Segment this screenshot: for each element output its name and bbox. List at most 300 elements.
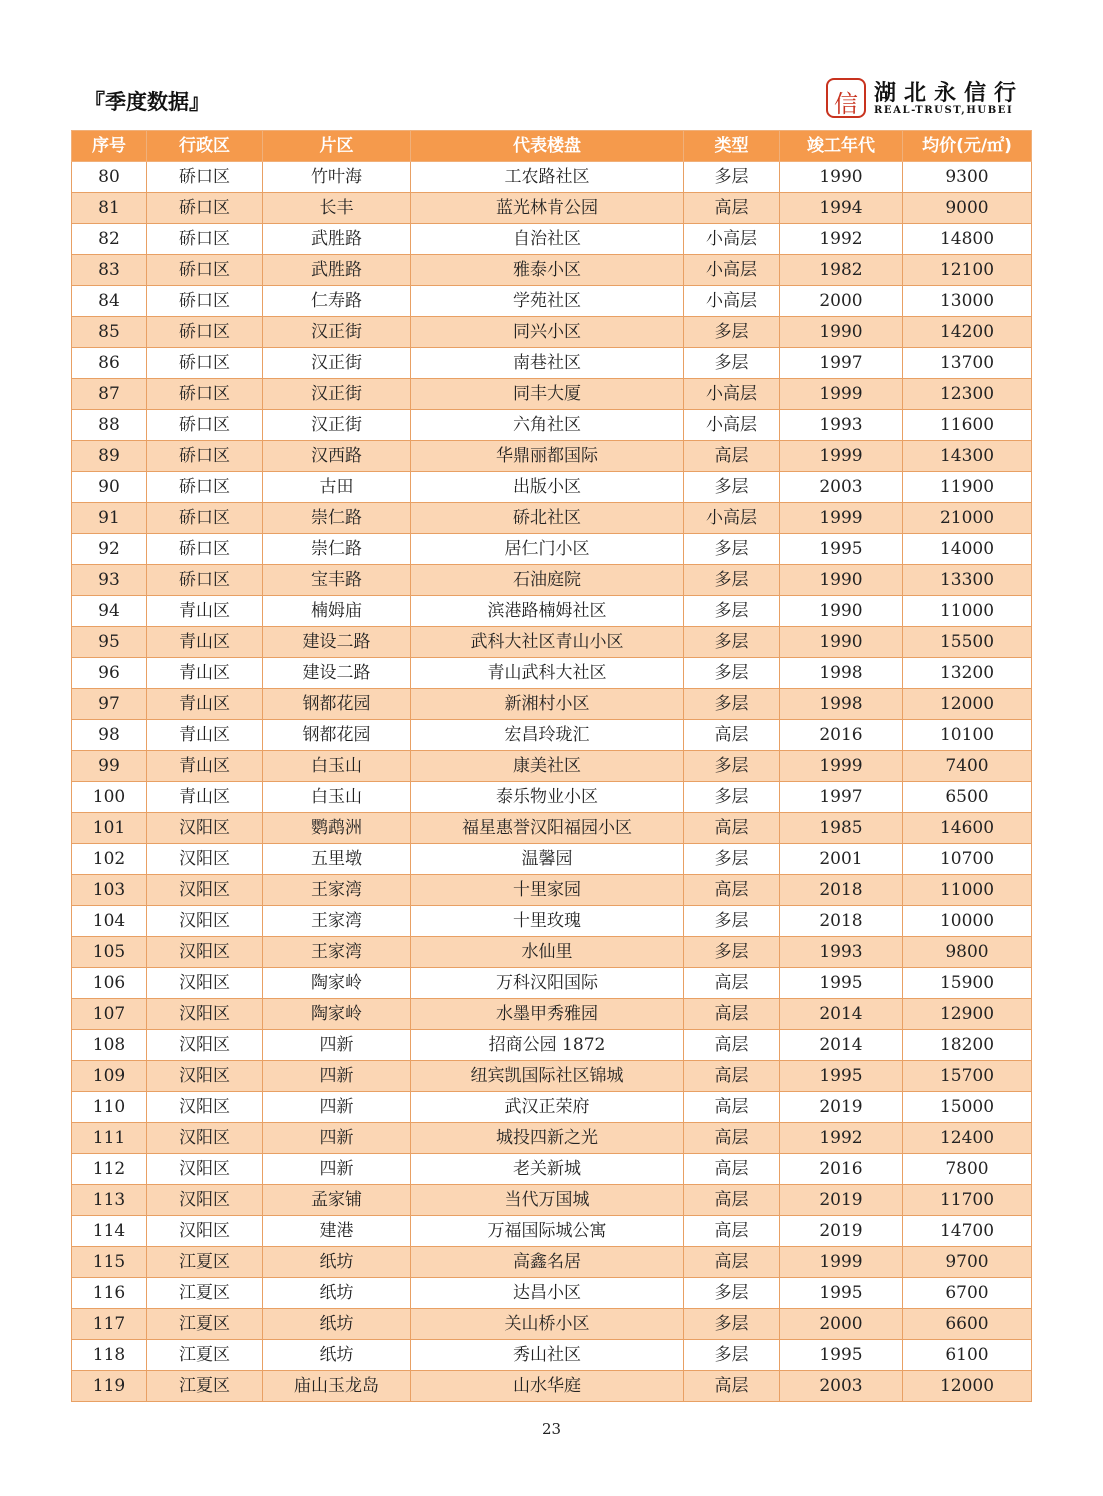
cell-district: 汉阳区 <box>147 1216 263 1247</box>
cell-year: 1990 <box>780 317 903 348</box>
cell-area: 建设二路 <box>263 658 411 689</box>
cell-price: 10100 <box>903 720 1032 751</box>
cell-year: 1999 <box>780 751 903 782</box>
table-row <box>72 658 1032 689</box>
cell-type: 高层 <box>684 1371 780 1402</box>
table-row <box>72 565 1032 596</box>
cell-seq: 94 <box>72 596 147 627</box>
cell-area: 汉正街 <box>263 348 411 379</box>
cell-seq: 103 <box>72 875 147 906</box>
cell-seq: 105 <box>72 937 147 968</box>
cell-year: 1995 <box>780 1340 903 1371</box>
cell-area: 竹叶海 <box>263 162 411 193</box>
table-row <box>72 999 1032 1030</box>
cell-year: 1999 <box>780 379 903 410</box>
project-header: 代表楼盘 <box>411 131 684 162</box>
cell-price: 6600 <box>903 1309 1032 1340</box>
cell-year: 2000 <box>780 286 903 317</box>
table-row <box>72 224 1032 255</box>
cell-district: 青山区 <box>147 658 263 689</box>
table-row <box>72 1030 1032 1061</box>
page-number: 23 <box>541 1420 562 1438</box>
cell-project: 同兴小区 <box>411 317 684 348</box>
cell-seq: 96 <box>72 658 147 689</box>
header-row <box>72 131 1032 162</box>
cell-year: 1994 <box>780 193 903 224</box>
cell-year: 1982 <box>780 255 903 286</box>
cell-year: 2003 <box>780 1371 903 1402</box>
cell-project: 纽宾凯国际社区锦城 <box>411 1061 684 1092</box>
cell-project: 工农路社区 <box>411 162 684 193</box>
table-row <box>72 410 1032 441</box>
cell-district: 硚口区 <box>147 162 263 193</box>
table-row <box>72 937 1032 968</box>
cell-year: 1992 <box>780 224 903 255</box>
cell-price: 9000 <box>903 193 1032 224</box>
cell-year: 1990 <box>780 627 903 658</box>
cell-price: 7800 <box>903 1154 1032 1185</box>
cell-district: 江夏区 <box>147 1309 263 1340</box>
cell-price: 14200 <box>903 317 1032 348</box>
cell-price: 12100 <box>903 255 1032 286</box>
cell-area: 仁寿路 <box>263 286 411 317</box>
cell-area: 崇仁路 <box>263 534 411 565</box>
cell-area: 建港 <box>263 1216 411 1247</box>
cell-project: 温馨园 <box>411 844 684 875</box>
cell-seq: 83 <box>72 255 147 286</box>
cell-seq: 101 <box>72 813 147 844</box>
cell-project: 雅泰小区 <box>411 255 684 286</box>
cell-seq: 116 <box>72 1278 147 1309</box>
table-row <box>72 844 1032 875</box>
cell-seq: 85 <box>72 317 147 348</box>
cell-project: 福星惠誉汉阳福园小区 <box>411 813 684 844</box>
table-row <box>72 503 1032 534</box>
cell-type: 多层 <box>684 565 780 596</box>
cell-year: 2016 <box>780 1154 903 1185</box>
cell-district: 汉阳区 <box>147 1154 263 1185</box>
cell-type: 多层 <box>684 317 780 348</box>
cell-price: 12400 <box>903 1123 1032 1154</box>
table-row <box>72 596 1032 627</box>
cell-type: 高层 <box>684 1154 780 1185</box>
cell-district: 硚口区 <box>147 379 263 410</box>
cell-price: 9300 <box>903 162 1032 193</box>
cell-seq: 87 <box>72 379 147 410</box>
cell-project: 城投四新之光 <box>411 1123 684 1154</box>
table-row <box>72 1247 1032 1278</box>
table-row <box>72 968 1032 999</box>
cell-type: 高层 <box>684 1061 780 1092</box>
table-row <box>72 379 1032 410</box>
cell-district: 硚口区 <box>147 441 263 472</box>
table-body <box>72 162 1032 1402</box>
cell-year: 2019 <box>780 1216 903 1247</box>
table-row <box>72 317 1032 348</box>
cell-area: 古田 <box>263 472 411 503</box>
cell-type: 多层 <box>684 906 780 937</box>
cell-project: 水墨甲秀雅园 <box>411 999 684 1030</box>
cell-project: 自治社区 <box>411 224 684 255</box>
cell-project: 关山桥小区 <box>411 1309 684 1340</box>
cell-district: 硚口区 <box>147 565 263 596</box>
cell-district: 青山区 <box>147 689 263 720</box>
cell-year: 1997 <box>780 348 903 379</box>
table-row <box>72 782 1032 813</box>
cell-area: 孟家铺 <box>263 1185 411 1216</box>
cell-type: 高层 <box>684 1092 780 1123</box>
cell-area: 纸坊 <box>263 1247 411 1278</box>
company-logo <box>826 76 1031 120</box>
cell-price: 15900 <box>903 968 1032 999</box>
cell-year: 1990 <box>780 162 903 193</box>
cell-seq: 118 <box>72 1340 147 1371</box>
cell-type: 多层 <box>684 1340 780 1371</box>
cell-project: 秀山社区 <box>411 1340 684 1371</box>
cell-type: 高层 <box>684 1216 780 1247</box>
cell-area: 汉西路 <box>263 441 411 472</box>
cell-price: 14700 <box>903 1216 1032 1247</box>
cell-year: 1993 <box>780 937 903 968</box>
cell-price: 14300 <box>903 441 1032 472</box>
cell-year: 1995 <box>780 968 903 999</box>
cell-district: 汉阳区 <box>147 968 263 999</box>
table-row <box>72 286 1032 317</box>
cell-price: 15500 <box>903 627 1032 658</box>
district-header: 行政区 <box>147 131 263 162</box>
table-row <box>72 875 1032 906</box>
cell-area: 汉正街 <box>263 317 411 348</box>
cell-area: 汉正街 <box>263 410 411 441</box>
cell-year: 2019 <box>780 1185 903 1216</box>
cell-district: 硚口区 <box>147 410 263 441</box>
cell-area: 庙山玉龙岛 <box>263 1371 411 1402</box>
cell-project: 六角社区 <box>411 410 684 441</box>
logo-seal-icon <box>826 78 866 118</box>
cell-seq: 82 <box>72 224 147 255</box>
cell-price: 13000 <box>903 286 1032 317</box>
table-row <box>72 1123 1032 1154</box>
cell-project: 老关新城 <box>411 1154 684 1185</box>
cell-district: 硚口区 <box>147 286 263 317</box>
cell-district: 汉阳区 <box>147 1061 263 1092</box>
table-row <box>72 1340 1032 1371</box>
table-row <box>72 720 1032 751</box>
cell-seq: 117 <box>72 1309 147 1340</box>
cell-year: 2000 <box>780 1309 903 1340</box>
cell-area: 白玉山 <box>263 751 411 782</box>
table-row <box>72 689 1032 720</box>
cell-area: 武胜路 <box>263 255 411 286</box>
cell-project: 南巷社区 <box>411 348 684 379</box>
cell-price: 13700 <box>903 348 1032 379</box>
cell-seq: 90 <box>72 472 147 503</box>
cell-price: 14800 <box>903 224 1032 255</box>
cell-seq: 111 <box>72 1123 147 1154</box>
cell-project: 学苑社区 <box>411 286 684 317</box>
cell-type: 高层 <box>684 1185 780 1216</box>
cell-area: 四新 <box>263 1030 411 1061</box>
cell-type: 小高层 <box>684 503 780 534</box>
cell-type: 多层 <box>684 472 780 503</box>
cell-price: 9700 <box>903 1247 1032 1278</box>
cell-area: 崇仁路 <box>263 503 411 534</box>
cell-price: 21000 <box>903 503 1032 534</box>
table-row <box>72 1371 1032 1402</box>
cell-district: 青山区 <box>147 596 263 627</box>
cell-price: 14600 <box>903 813 1032 844</box>
cell-year: 1985 <box>780 813 903 844</box>
cell-area: 五里墩 <box>263 844 411 875</box>
cell-district: 青山区 <box>147 782 263 813</box>
cell-year: 1999 <box>780 503 903 534</box>
cell-type: 多层 <box>684 627 780 658</box>
cell-seq: 119 <box>72 1371 147 1402</box>
cell-price: 6700 <box>903 1278 1032 1309</box>
cell-area: 四新 <box>263 1092 411 1123</box>
cell-seq: 81 <box>72 193 147 224</box>
cell-area: 王家湾 <box>263 875 411 906</box>
cell-district: 汉阳区 <box>147 844 263 875</box>
cell-year: 2001 <box>780 844 903 875</box>
cell-seq: 97 <box>72 689 147 720</box>
logo-seal-char: 信 <box>834 90 858 118</box>
cell-district: 汉阳区 <box>147 1092 263 1123</box>
cell-district: 硚口区 <box>147 472 263 503</box>
cell-type: 多层 <box>684 751 780 782</box>
cell-type: 多层 <box>684 596 780 627</box>
cell-district: 硚口区 <box>147 317 263 348</box>
cell-area: 钢都花园 <box>263 689 411 720</box>
cell-type: 高层 <box>684 720 780 751</box>
cell-project: 宏昌玲珑汇 <box>411 720 684 751</box>
cell-seq: 115 <box>72 1247 147 1278</box>
table-row <box>72 348 1032 379</box>
cell-type: 高层 <box>684 813 780 844</box>
cell-type: 多层 <box>684 844 780 875</box>
cell-price: 18200 <box>903 1030 1032 1061</box>
table-row <box>72 751 1032 782</box>
cell-type: 高层 <box>684 968 780 999</box>
cell-district: 江夏区 <box>147 1340 263 1371</box>
cell-year: 2018 <box>780 875 903 906</box>
cell-district: 硚口区 <box>147 193 263 224</box>
cell-district: 汉阳区 <box>147 875 263 906</box>
cell-seq: 102 <box>72 844 147 875</box>
cell-type: 多层 <box>684 937 780 968</box>
cell-seq: 93 <box>72 565 147 596</box>
cell-price: 6500 <box>903 782 1032 813</box>
cell-type: 小高层 <box>684 410 780 441</box>
cell-area: 陶家岭 <box>263 999 411 1030</box>
cell-area: 建设二路 <box>263 627 411 658</box>
cell-district: 硚口区 <box>147 534 263 565</box>
cell-type: 高层 <box>684 441 780 472</box>
cell-district: 江夏区 <box>147 1278 263 1309</box>
cell-project: 青山武科大社区 <box>411 658 684 689</box>
cell-price: 12000 <box>903 1371 1032 1402</box>
cell-year: 2016 <box>780 720 903 751</box>
cell-price: 10000 <box>903 906 1032 937</box>
cell-price: 15000 <box>903 1092 1032 1123</box>
cell-type: 高层 <box>684 1247 780 1278</box>
cell-seq: 98 <box>72 720 147 751</box>
cell-year: 1992 <box>780 1123 903 1154</box>
table-row <box>72 162 1032 193</box>
table-row <box>72 906 1032 937</box>
cell-district: 汉阳区 <box>147 937 263 968</box>
cell-project: 招商公园 1872 <box>411 1030 684 1061</box>
cell-type: 高层 <box>684 1030 780 1061</box>
cell-year: 1995 <box>780 534 903 565</box>
table-row <box>72 1216 1032 1247</box>
cell-district: 硚口区 <box>147 255 263 286</box>
table-row <box>72 1278 1032 1309</box>
cell-year: 2019 <box>780 1092 903 1123</box>
cell-type: 多层 <box>684 1309 780 1340</box>
cell-district: 汉阳区 <box>147 1185 263 1216</box>
cell-type: 高层 <box>684 193 780 224</box>
cell-project: 当代万国城 <box>411 1185 684 1216</box>
cell-area: 四新 <box>263 1123 411 1154</box>
cell-project: 武科大社区青山小区 <box>411 627 684 658</box>
cell-year: 2014 <box>780 1030 903 1061</box>
cell-type: 小高层 <box>684 255 780 286</box>
cell-type: 高层 <box>684 999 780 1030</box>
cell-type: 多层 <box>684 348 780 379</box>
cell-district: 青山区 <box>147 627 263 658</box>
cell-seq: 99 <box>72 751 147 782</box>
cell-district: 硚口区 <box>147 503 263 534</box>
table-row <box>72 1092 1032 1123</box>
cell-year: 1993 <box>780 410 903 441</box>
cell-project: 达昌小区 <box>411 1278 684 1309</box>
cell-type: 多层 <box>684 1278 780 1309</box>
cell-project: 出版小区 <box>411 472 684 503</box>
table-row <box>72 255 1032 286</box>
cell-year: 1999 <box>780 441 903 472</box>
cell-seq: 84 <box>72 286 147 317</box>
cell-year: 1990 <box>780 565 903 596</box>
cell-district: 江夏区 <box>147 1371 263 1402</box>
cell-seq: 108 <box>72 1030 147 1061</box>
type-header: 类型 <box>684 131 780 162</box>
cell-price: 12000 <box>903 689 1032 720</box>
seq-header: 序号 <box>72 131 147 162</box>
cell-price: 11700 <box>903 1185 1032 1216</box>
cell-project: 山水华庭 <box>411 1371 684 1402</box>
cell-area: 楠姆庙 <box>263 596 411 627</box>
cell-area: 鹦鹉洲 <box>263 813 411 844</box>
cell-type: 多层 <box>684 658 780 689</box>
table-row <box>72 193 1032 224</box>
cell-area: 白玉山 <box>263 782 411 813</box>
cell-price: 12300 <box>903 379 1032 410</box>
cell-project: 新湘村小区 <box>411 689 684 720</box>
cell-project: 万科汉阳国际 <box>411 968 684 999</box>
cell-price: 11000 <box>903 875 1032 906</box>
cell-year: 1999 <box>780 1247 903 1278</box>
cell-price: 11600 <box>903 410 1032 441</box>
logo-name-en: REAL-TRUST,HUBEI <box>874 105 1014 116</box>
cell-year: 1998 <box>780 658 903 689</box>
cell-area: 四新 <box>263 1154 411 1185</box>
cell-area: 王家湾 <box>263 937 411 968</box>
year-header: 竣工年代 <box>780 131 903 162</box>
cell-district: 汉阳区 <box>147 813 263 844</box>
cell-project: 十里玫瑰 <box>411 906 684 937</box>
cell-district: 硚口区 <box>147 224 263 255</box>
cell-seq: 80 <box>72 162 147 193</box>
cell-district: 汉阳区 <box>147 999 263 1030</box>
cell-seq: 91 <box>72 503 147 534</box>
table-row <box>72 1185 1032 1216</box>
cell-price: 13300 <box>903 565 1032 596</box>
cell-district: 青山区 <box>147 720 263 751</box>
cell-district: 江夏区 <box>147 1247 263 1278</box>
table-row <box>72 1309 1032 1340</box>
cell-price: 10700 <box>903 844 1032 875</box>
cell-year: 2018 <box>780 906 903 937</box>
cell-project: 蓝光林肯公园 <box>411 193 684 224</box>
cell-price: 6100 <box>903 1340 1032 1371</box>
cell-project: 武汉正荣府 <box>411 1092 684 1123</box>
cell-year: 1990 <box>780 596 903 627</box>
cell-area: 纸坊 <box>263 1278 411 1309</box>
cell-area: 武胜路 <box>263 224 411 255</box>
table-row <box>72 813 1032 844</box>
cell-seq: 92 <box>72 534 147 565</box>
cell-seq: 112 <box>72 1154 147 1185</box>
cell-seq: 104 <box>72 906 147 937</box>
cell-area: 钢都花园 <box>263 720 411 751</box>
cell-year: 1997 <box>780 782 903 813</box>
cell-seq: 89 <box>72 441 147 472</box>
cell-seq: 88 <box>72 410 147 441</box>
table-row <box>72 534 1032 565</box>
table-row <box>72 472 1032 503</box>
cell-seq: 113 <box>72 1185 147 1216</box>
cell-type: 多层 <box>684 782 780 813</box>
cell-price: 12900 <box>903 999 1032 1030</box>
cell-seq: 107 <box>72 999 147 1030</box>
table-row <box>72 441 1032 472</box>
cell-price: 11900 <box>903 472 1032 503</box>
cell-type: 小高层 <box>684 286 780 317</box>
table-row <box>72 1061 1032 1092</box>
cell-project: 硚北社区 <box>411 503 684 534</box>
table-row <box>72 627 1032 658</box>
cell-price: 15700 <box>903 1061 1032 1092</box>
cell-project: 同丰大厦 <box>411 379 684 410</box>
cell-area: 宝丰路 <box>263 565 411 596</box>
cell-area: 长丰 <box>263 193 411 224</box>
price-header: 均价(元/㎡) <box>903 131 1032 162</box>
cell-district: 汉阳区 <box>147 1030 263 1061</box>
cell-area: 陶家岭 <box>263 968 411 999</box>
cell-seq: 95 <box>72 627 147 658</box>
cell-year: 1998 <box>780 689 903 720</box>
cell-seq: 110 <box>72 1092 147 1123</box>
cell-project: 石油庭院 <box>411 565 684 596</box>
cell-district: 汉阳区 <box>147 1123 263 1154</box>
area-header: 片区 <box>263 131 411 162</box>
cell-project: 滨港路楠姆社区 <box>411 596 684 627</box>
cell-type: 高层 <box>684 875 780 906</box>
cell-year: 1995 <box>780 1278 903 1309</box>
cell-year: 2014 <box>780 999 903 1030</box>
cell-type: 多层 <box>684 162 780 193</box>
